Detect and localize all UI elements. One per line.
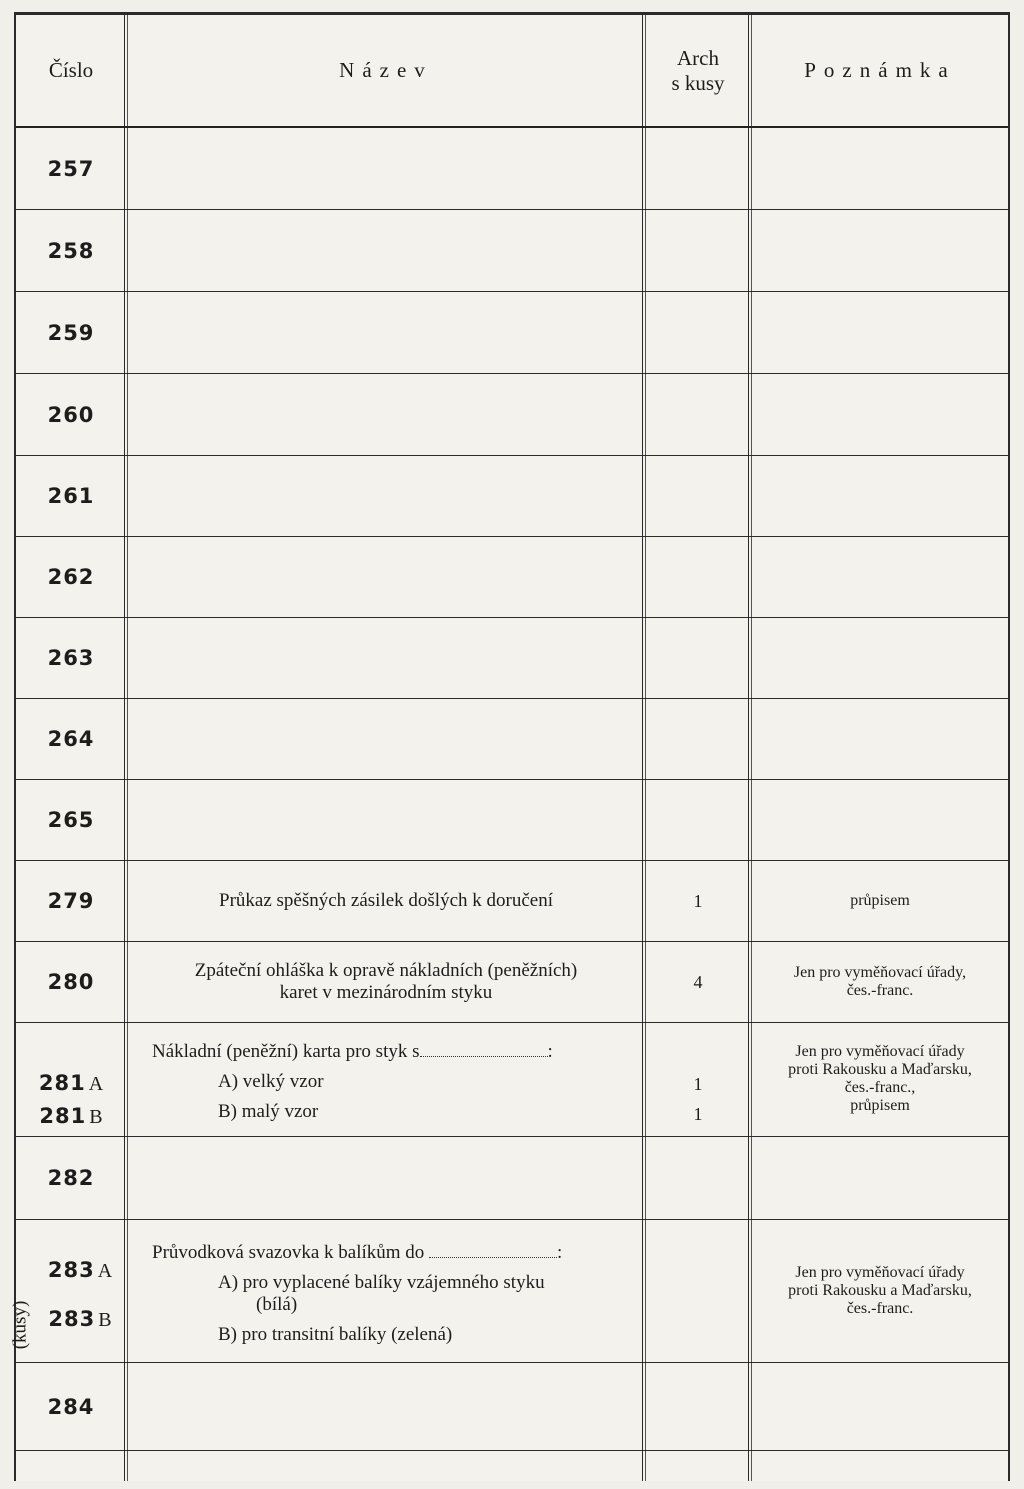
row-number: 261 [47, 484, 95, 508]
row-item: B) pro transitní balíky (zelená) [218, 1324, 453, 1345]
row-number: 264 [47, 727, 95, 751]
table-row [16, 699, 1008, 780]
row-number: 283 [48, 1307, 96, 1331]
row-number: 282 [47, 1166, 95, 1190]
table-row [16, 942, 1008, 1023]
row-note-line: Jen pro vyměňovací úřady, [793, 964, 967, 981]
row-note: průpisem [850, 892, 910, 909]
header-poznamka: Poznámka [804, 58, 956, 82]
row-title: Průvodková svazovka k balíkům do [152, 1242, 425, 1263]
table-row: 283 A 283 B Průvodková svazovka k balíkům do : A) pro vyplacené balíky vzájemného styku (bílá) B) pro transitní balíky (zelená) Jen pro vyměňovací úřady proti Rakousku a Maďarsku, čes.-franc. [16, 1220, 1008, 1363]
row-number: 281 [39, 1103, 87, 1128]
row-note-line: proti Rakousku a Maďarsku, [788, 1282, 972, 1299]
row-number: 263 [47, 646, 95, 670]
row-item: B) malý vzor [218, 1101, 319, 1122]
row-number: 284 [47, 1394, 95, 1419]
row-item: A) pro vyplacené balíky vzájemného styku [218, 1272, 545, 1293]
header-arch: Arch [677, 45, 719, 70]
row-number: 283 [47, 1258, 95, 1282]
row-note-line: čes.-franc. [846, 982, 914, 999]
row-note-line: Jen pro vyměňovací úřady [795, 1043, 965, 1060]
header-nazev: Název [339, 58, 433, 82]
header-cislo: Číslo [48, 58, 94, 82]
table-row [16, 210, 1008, 292]
row-qty: 1 [693, 890, 703, 911]
table-row [16, 456, 1008, 537]
row-title: Nákladní (peněžní) karta pro styk s [152, 1041, 420, 1062]
row-qty: 4 [693, 971, 703, 992]
row-number: 262 [47, 565, 95, 589]
side-label [2, 1270, 38, 1380]
row-name: Průkaz spěšných zásilek došlých k doručení [219, 890, 553, 911]
table-row [16, 292, 1008, 374]
row-number: 260 [47, 402, 95, 427]
row-number: 257 [47, 156, 95, 181]
row-note-line: čes.-franc., [844, 1079, 916, 1096]
table-row [16, 537, 1008, 618]
table-row [16, 780, 1008, 861]
row-item: (bílá) [256, 1294, 298, 1315]
row-qty: 1 [693, 1104, 703, 1124]
header-s-kusy: s kusy [671, 70, 725, 95]
row-note-line: čes.-franc. [846, 1300, 914, 1317]
row-variant: B [89, 1105, 103, 1128]
table-header [16, 15, 1008, 128]
row-number: 265 [47, 808, 95, 832]
table-row [16, 1363, 1008, 1451]
fill-in-blank [420, 1042, 548, 1057]
row-number: 259 [47, 320, 95, 345]
row-number: 281 [38, 1070, 86, 1095]
row-variant: A [88, 1072, 104, 1095]
side-label-text: (kusy) [9, 1300, 30, 1350]
row-name-line: karet v mezinárodním styku [279, 982, 493, 1003]
row-item: A) velký vzor [218, 1071, 324, 1092]
row-name-line: Zpáteční ohláška k opravě nákladních (peněžních) [194, 960, 578, 981]
row-qty: 1 [693, 1074, 703, 1094]
row-variant: A [97, 1260, 113, 1282]
row-note-line: Jen pro vyměňovací úřady [795, 1264, 965, 1281]
table-row [16, 128, 1008, 210]
table-row [16, 1137, 1008, 1220]
row-note-line: průpisem [850, 1097, 910, 1114]
table-row [16, 374, 1008, 456]
table-row [16, 618, 1008, 699]
row-number: 258 [47, 238, 95, 263]
row-number: 280 [47, 970, 95, 994]
row-number: 279 [47, 889, 95, 913]
table-row: 281 A 281 B Nákladní (peněžní) karta pro styk s : A) velký vzor B) malý vzor 1 1 Jen pro vyměňovací úřady proti Rakousku a Maďarsku, čes.-franc., průpisem [16, 1023, 1008, 1137]
ledger-table [14, 12, 1010, 1481]
table-row [16, 861, 1008, 942]
fill-in-blank [429, 1243, 557, 1258]
row-note-line: proti Rakousku a Maďarsku, [788, 1061, 972, 1078]
row-variant: B [98, 1309, 112, 1331]
